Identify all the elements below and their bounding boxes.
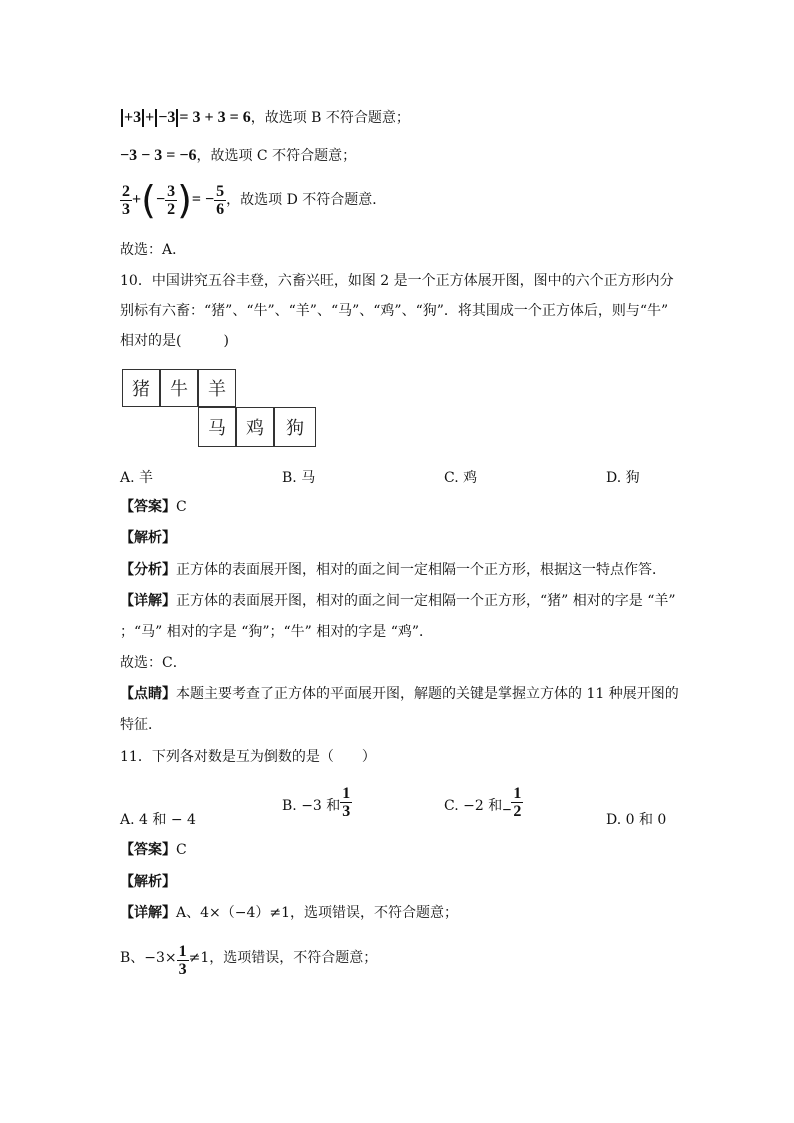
abs-bar <box>121 109 123 127</box>
math-plus: + <box>132 191 142 208</box>
fraction <box>340 785 352 820</box>
fraction-denominator: 6 <box>216 200 225 218</box>
xiangjie-text: 正方体的表面展开图，相对的面之间一定相隔一个正方形，“猪” 相对的字是 “羊” <box>176 593 676 609</box>
q11-option-c <box>444 785 523 820</box>
q11-option-d: D. 0 和 0 <box>606 812 667 828</box>
xiangjie-b-prefix: B、−3× <box>120 950 177 966</box>
net-cell-horse: 马 <box>198 407 236 447</box>
solution-line-c <box>120 146 356 166</box>
fenxi-label: 【分析】 <box>120 562 176 578</box>
math-term: −3 <box>158 109 176 126</box>
fraction <box>511 785 523 820</box>
fraction-numerator: 3 <box>167 182 176 200</box>
math-minus: − <box>155 191 166 208</box>
fraction-numerator: 1 <box>178 943 187 960</box>
net-cell-dog: 狗 <box>274 407 316 447</box>
q11-option-a: A. 4 和 − 4 <box>120 812 196 828</box>
q10-option-b: B. 马 <box>282 470 316 486</box>
math-expression: −3 − 3 = −6 <box>120 147 197 164</box>
fraction <box>214 183 226 218</box>
q10-option-a: A. 羊 <box>120 470 154 486</box>
q10-fenxi <box>120 560 666 580</box>
q10-option-d: D. 狗 <box>606 470 640 486</box>
answer-value: C <box>176 499 187 515</box>
choose-answer: 故选：A． <box>120 242 187 258</box>
q10-stem-line1: 10．中国讲究五谷丰登，六畜兴旺，如图 2 是一个正方体展开图，图中的六个正方形内分 <box>120 273 674 289</box>
q11-stem: 11．下列各对数是互为倒数的是（ ） <box>120 749 376 765</box>
xiangjie-label: 【详解】 <box>120 593 176 609</box>
math-minus: − <box>502 802 512 819</box>
solution-text: ，故选项 C 不符合题意； <box>196 148 357 164</box>
q10-stem-line2: 别标有六畜：“猪”、“牛”、“羊”、“马”、“鸡”、“狗”．将其围成一个正方体后，则与“牛” <box>120 303 669 319</box>
answer-label: 【答案】 <box>120 499 176 515</box>
left-paren: ( <box>141 178 156 222</box>
fraction <box>165 183 177 218</box>
fraction-denominator: 2 <box>167 200 176 218</box>
q10-dianjing-line1 <box>120 684 679 704</box>
q10-stem-line3: 相对的是( ) <box>120 333 229 349</box>
solution-line-d <box>120 180 386 220</box>
abs-bar <box>142 109 144 127</box>
fraction-numerator: 1 <box>513 785 522 802</box>
answer-label: 【答案】 <box>120 842 176 858</box>
xiangjie-label: 【详解】 <box>120 905 176 921</box>
dianjing-label: 【点睛】 <box>120 686 176 702</box>
q10-xiangjie-line1 <box>120 591 676 611</box>
q11-answer <box>120 840 187 860</box>
fraction-denominator: 3 <box>122 200 130 218</box>
fraction <box>120 183 132 218</box>
solution-line-b <box>120 108 410 128</box>
q10-option-c: C. 鸡 <box>444 470 478 486</box>
solution-text: ，故选项 D 不符合题意． <box>226 192 387 208</box>
net-cell-pig: 猪 <box>122 369 160 407</box>
option-prefix: B. −3 和 <box>282 798 341 814</box>
net-cell-sheep: 羊 <box>198 369 236 407</box>
fenxi-text: 正方体的表面展开图，相对的面之间一定相隔一个正方形，根据这一特点作答． <box>176 562 666 578</box>
answer-value: C <box>176 842 187 858</box>
dianjing-text: 本题主要考查了正方体的平面展开图，解题的关键是掌握立方体的 11 种展开图的 <box>176 686 679 702</box>
q11-analysis-label: 【解析】 <box>120 874 176 890</box>
math-term: +3 <box>124 109 142 126</box>
fraction-numerator: 1 <box>342 785 351 802</box>
fraction-numerator: 5 <box>216 182 225 200</box>
q10-answer <box>120 497 187 517</box>
q11-xiangjie-a <box>120 903 458 923</box>
fraction-denominator: 3 <box>342 803 351 820</box>
q10-xiangjie-line2: ；“马” 相对的字是 “狗”；“牛” 相对的字是 “鸡”． <box>120 624 434 640</box>
option-prefix: C. −2 和 <box>444 798 503 814</box>
right-paren: ) <box>177 178 192 222</box>
xiangjie-b-suffix: ≠1，选项错误，不符合题意； <box>188 950 378 966</box>
q10-analysis-label: 【解析】 <box>120 530 176 546</box>
q10-dianjing-line2: 特征． <box>120 717 162 733</box>
fraction-denominator: 2 <box>513 803 522 820</box>
solution-text: ，故选项 B 不符合题意； <box>250 110 410 126</box>
net-cell-rooster: 鸡 <box>236 407 274 447</box>
q11-xiangjie-b <box>120 938 377 978</box>
q10-choose: 故选：C． <box>120 655 187 671</box>
xiangjie-text: A、4×（−4）≠1，选项错误，不符合题意； <box>176 905 459 921</box>
fraction-numerator: 2 <box>122 182 130 200</box>
math-equals: = − <box>191 191 215 208</box>
abs-bar <box>155 109 157 127</box>
fraction <box>177 943 189 978</box>
math-rhs: = 3 + 3 = 6 <box>179 109 251 126</box>
q11-option-b <box>282 785 352 820</box>
math-plus: + <box>145 109 155 126</box>
fraction-denominator: 3 <box>178 961 187 978</box>
net-cell-ox: 牛 <box>160 369 198 407</box>
